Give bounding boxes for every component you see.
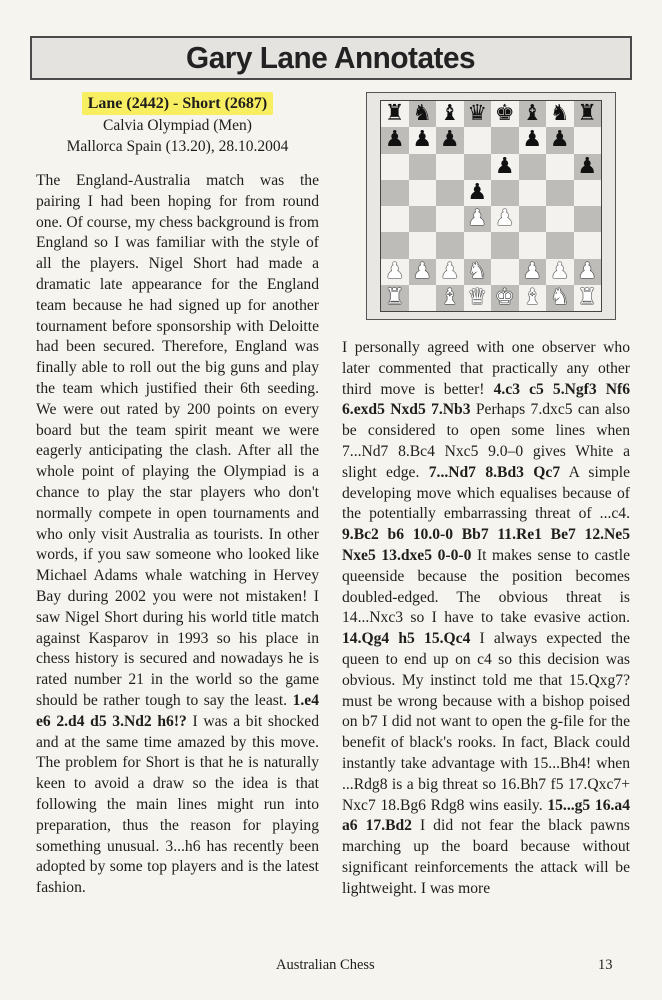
page-title: Gary Lane Annotates — [186, 40, 476, 75]
square-b2 — [409, 259, 437, 285]
white-bishop-icon: ♝ — [439, 284, 460, 310]
square-g1 — [546, 285, 574, 311]
black-pawn-icon: ♟ — [494, 153, 515, 179]
white-pawn-icon: ♟ — [549, 258, 570, 284]
square-a2 — [381, 259, 409, 285]
square-e6 — [491, 154, 519, 180]
square-e7 — [491, 127, 519, 153]
game-event: Calvia Olympiad (Men) — [103, 117, 252, 134]
square-a1 — [381, 285, 409, 311]
moves-5: 14.Qg4 h5 15.Qc4 — [342, 630, 471, 648]
commentary-1: I was a bit shocked and at the same time amazed by this move. The problem for Short is that he is naturally keen to avoid a draw so the idea is that following the main lines might run into preparation, thus the reason for playing something unusual. 3...h6 has recently been adopted by some top players and is the latest fashion. — [36, 712, 319, 897]
commentary-5: It makes sense to castle queenside because the position becomes doubled-edged. The obvious threat is 14...Nxc3 so I have to take evasive action. — [342, 546, 630, 627]
black-bishop-icon: ♝ — [522, 101, 543, 127]
square-e2 — [491, 259, 519, 285]
black-rook-icon: ♜ — [577, 101, 598, 127]
square-a8 — [381, 101, 409, 127]
square-a7 — [381, 127, 409, 153]
square-f7 — [519, 127, 547, 153]
square-g4 — [546, 206, 574, 232]
square-f6 — [519, 154, 547, 180]
white-pawn-icon: ♟ — [439, 258, 460, 284]
square-f3 — [519, 232, 547, 258]
square-h7 — [574, 127, 602, 153]
square-g2 — [546, 259, 574, 285]
square-g8 — [546, 101, 574, 127]
square-g6 — [546, 154, 574, 180]
square-f4 — [519, 206, 547, 232]
square-b6 — [409, 154, 437, 180]
black-pawn-icon: ♟ — [577, 153, 598, 179]
square-a5 — [381, 180, 409, 206]
square-d3 — [464, 232, 492, 258]
square-a4 — [381, 206, 409, 232]
white-knight-icon: ♞ — [467, 258, 488, 284]
black-pawn-icon: ♟ — [412, 127, 433, 153]
square-g3 — [546, 232, 574, 258]
right-column — [342, 338, 630, 900]
black-knight-icon: ♞ — [549, 101, 570, 127]
chess-diagram — [366, 92, 616, 320]
white-knight-icon: ♞ — [549, 284, 570, 310]
black-rook-icon: ♜ — [384, 101, 405, 127]
chess-board — [380, 100, 602, 312]
black-pawn-icon: ♟ — [467, 179, 488, 205]
page-number: 13 — [598, 957, 613, 973]
square-f8 — [519, 101, 547, 127]
square-h6 — [574, 154, 602, 180]
black-pawn-icon: ♟ — [549, 127, 570, 153]
moves-4: 9.Bc2 b6 10.0-0 Bb7 11.Re1 Be7 12.Ne5 Nxe5 13.dxe5 0-0-0 — [342, 526, 630, 564]
square-e8 — [491, 101, 519, 127]
square-c4 — [436, 206, 464, 232]
square-d4 — [464, 206, 492, 232]
square-d2 — [464, 259, 492, 285]
square-d8 — [464, 101, 492, 127]
square-d1 — [464, 285, 492, 311]
commentary-6: I always expected the queen to end up on c4 so this decision was obvious. My instinct told me that 15.Qxg7? must be wrong because with a bishop poised on b7 I did not want to open the g-file for the benefit of black's rooks. In fact, Black could instantly take advantage with 15...Bh4! when ...Rdg8 is a big threat so 16.Bh7 f5 17.Qxc7+ Nxc7 18.Bg6 Rdg8 wins easily. — [342, 630, 631, 814]
black-knight-icon: ♞ — [412, 101, 433, 127]
square-h2 — [574, 259, 602, 285]
moves-6: 15...g5 16.a4 a6 17.Bd2 — [342, 796, 631, 835]
square-b5 — [409, 180, 437, 206]
square-a6 — [381, 154, 409, 180]
square-b3 — [409, 232, 437, 258]
square-f2 — [519, 259, 547, 285]
black-bishop-icon: ♝ — [439, 101, 460, 127]
moves-3: 7...Nd7 8.Bd3 Qc7 — [428, 463, 561, 481]
square-g7 — [546, 127, 574, 153]
square-c6 — [436, 154, 464, 180]
game-header — [36, 92, 319, 157]
left-column — [36, 92, 319, 899]
game-players: Lane (2442) - Short (2687) — [82, 92, 274, 115]
white-rook-icon: ♜ — [577, 284, 598, 310]
commentary-2: I personally agreed with one observer who later commented that practically any other third move is better! — [342, 339, 630, 398]
square-h1 — [574, 285, 602, 311]
square-b4 — [409, 206, 437, 232]
square-c5 — [436, 180, 464, 206]
intro-paragraph — [36, 171, 319, 899]
commentary-3: Perhaps 7.dxc5 can also be considered to open some lines when 7...Nd7 8.Bc4 Nxc5 9.0–0 gives White a slight edge. — [342, 401, 630, 481]
black-queen-icon: ♛ — [467, 101, 488, 127]
black-pawn-icon: ♟ — [384, 127, 405, 153]
square-b1 — [409, 285, 437, 311]
square-h8 — [574, 101, 602, 127]
magazine-name: Australian Chess — [276, 957, 375, 973]
white-bishop-icon: ♝ — [522, 284, 543, 310]
square-e5 — [491, 180, 519, 206]
black-pawn-icon: ♟ — [522, 127, 543, 153]
white-pawn-icon: ♟ — [412, 258, 433, 284]
black-king-icon: ♚ — [494, 101, 515, 127]
square-c1 — [436, 285, 464, 311]
square-h5 — [574, 180, 602, 206]
square-e1 — [491, 285, 519, 311]
white-pawn-icon: ♟ — [494, 206, 515, 232]
moves-1: 1.e4 e6 2.d4 d5 3.Nd2 h6!? — [36, 691, 319, 730]
square-b7 — [409, 127, 437, 153]
square-b8 — [409, 101, 437, 127]
square-e3 — [491, 232, 519, 258]
commentary-4: A simple developing move which equalises because of the potentially embarrassing threat of ...c4. — [342, 463, 631, 523]
intro-text: The England-Australia match was the pairing I had been hoping for from round one. Of course, my chess background is from England so I was familiar with the style of all the players. Nigel Short had made a dramatic late appearance for the England team because he had signed up for another tournament before sponsorship with Deloitte had been secured. Therefore, England was finally able to roll out the big guns and play the team which justified their 6th seeding. We were out rated by 200 points on every board but the team spirit meant we were eagerly anticipating the clash. After all the whole point of playing the Olympiad is a chance to play the star players who don't normally compete in open tournaments and who only visit Australia as tourists. In other words, if you saw someone who looked like Michael Adams whale watching in Hervey Bay during 2002 you were not mistaken! I saw Nigel Short during his world title match against Kasparov in 1993 so his place in chess history is secured and nowadays he is rated number 21 in the world so the game should be rather tough to say the least. — [36, 172, 319, 709]
square-f1 — [519, 285, 547, 311]
game-place-date: Mallorca Spain (13.20), 28.10.2004 — [66, 138, 289, 155]
commentary-7: I did not fear the black pawns marching up the board because without significant reinforcements the attack will be lightweight. I was more — [342, 817, 630, 897]
square-c8 — [436, 101, 464, 127]
square-d7 — [464, 127, 492, 153]
square-c7 — [436, 127, 464, 153]
white-pawn-icon: ♟ — [577, 258, 598, 284]
square-g5 — [546, 180, 574, 206]
square-c2 — [436, 259, 464, 285]
white-rook-icon: ♜ — [384, 284, 405, 310]
black-pawn-icon: ♟ — [439, 127, 460, 153]
square-h3 — [574, 232, 602, 258]
moves-2: 4.c3 c5 5.Ngf3 Nf6 6.exd5 Nxd5 7.Nb3 — [342, 380, 630, 419]
title-box — [30, 36, 632, 80]
square-d5 — [464, 180, 492, 206]
white-queen-icon: ♛ — [467, 284, 488, 310]
square-f5 — [519, 180, 547, 206]
square-c3 — [436, 232, 464, 258]
white-pawn-icon: ♟ — [522, 258, 543, 284]
square-e4 — [491, 206, 519, 232]
white-pawn-icon: ♟ — [467, 206, 488, 232]
white-king-icon: ♚ — [494, 284, 515, 310]
white-pawn-icon: ♟ — [384, 258, 405, 284]
square-a3 — [381, 232, 409, 258]
square-d6 — [464, 154, 492, 180]
square-h4 — [574, 206, 602, 232]
right-paragraph — [342, 338, 630, 900]
